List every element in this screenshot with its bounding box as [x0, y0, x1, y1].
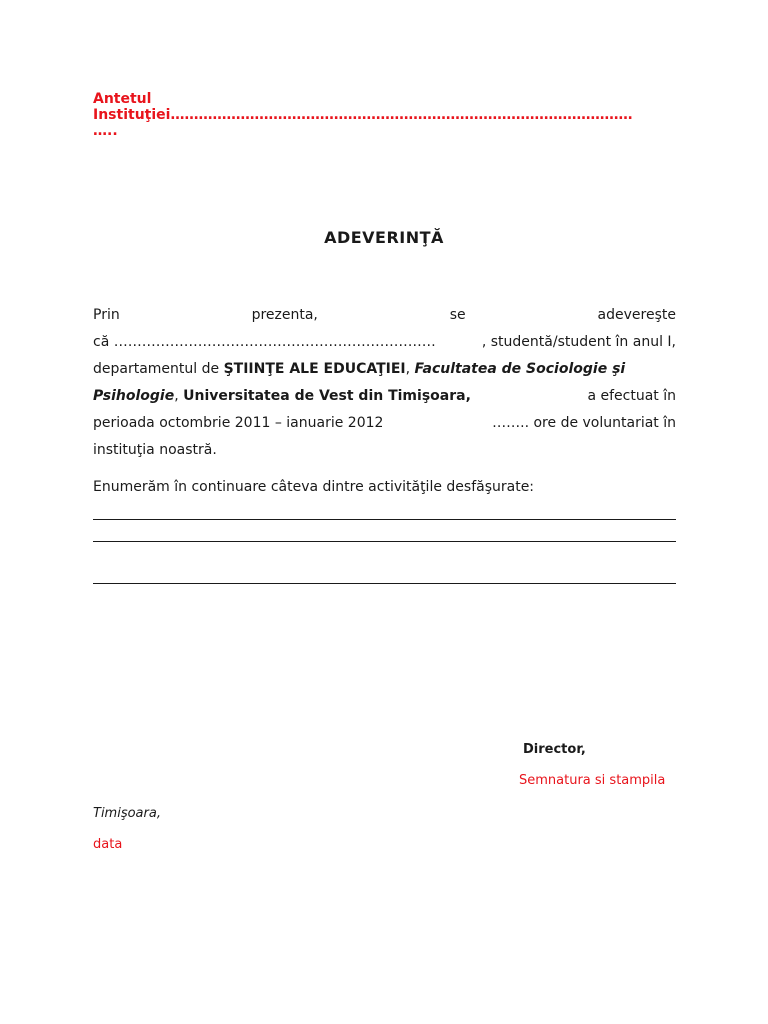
activities-intro: Enumerăm în continuare câteva dintre activităţile desfăşurate: [93, 479, 535, 495]
city-label: Timişoara, [93, 806, 161, 821]
paragraph-line-3 [93, 356, 676, 383]
word: prezenta, [251, 307, 318, 323]
paragraph-line-6: instituţia noastră. [93, 442, 217, 458]
director-label: Director, [523, 742, 586, 757]
activity-line-3 [93, 583, 676, 584]
paragraph-line-1 [93, 302, 676, 329]
paragraph-line-4 [93, 383, 676, 410]
faculty-name-cont: Psihologie [93, 388, 175, 404]
header-line-2: Instituţiei……………………………………………………………………………………… [93, 107, 633, 123]
header-line-1: Antetul [93, 91, 152, 107]
hours-text: …….. ore de voluntariat în [492, 415, 676, 431]
document-title: ADEVERINŢĂ [324, 228, 444, 247]
university-name: Universitatea de Vest din Timişoara, [183, 388, 471, 404]
paragraph-line-2 [93, 329, 676, 356]
department-label: departamentul de [93, 361, 224, 377]
separator: , [174, 388, 184, 404]
paragraph-line-5 [93, 410, 676, 437]
activity-line-1 [93, 519, 676, 520]
word: Prin [93, 307, 120, 323]
word: se [449, 307, 466, 323]
separator: , [405, 361, 415, 377]
header-line-3: ….. [93, 123, 118, 139]
name-placeholder: că …………………………………………………………… [93, 334, 436, 350]
word: adevereşte [597, 307, 676, 323]
signature-stamp-label: Semnatura si stampila [519, 773, 666, 788]
activity-line-2 [93, 541, 676, 542]
date-label: data [93, 837, 123, 852]
text: a efectuat în [587, 388, 676, 404]
institution-header [93, 91, 677, 139]
certificate-paragraph [93, 302, 676, 464]
student-year-text: , studentă/student în anul I, [481, 334, 676, 350]
faculty-name: Facultatea de Sociologie şi [414, 361, 626, 377]
department-name: ŞTIINŢE ALE EDUCAŢIEI [223, 361, 406, 377]
period-text: perioada octombrie 2011 – ianuarie 2012 [93, 415, 384, 431]
